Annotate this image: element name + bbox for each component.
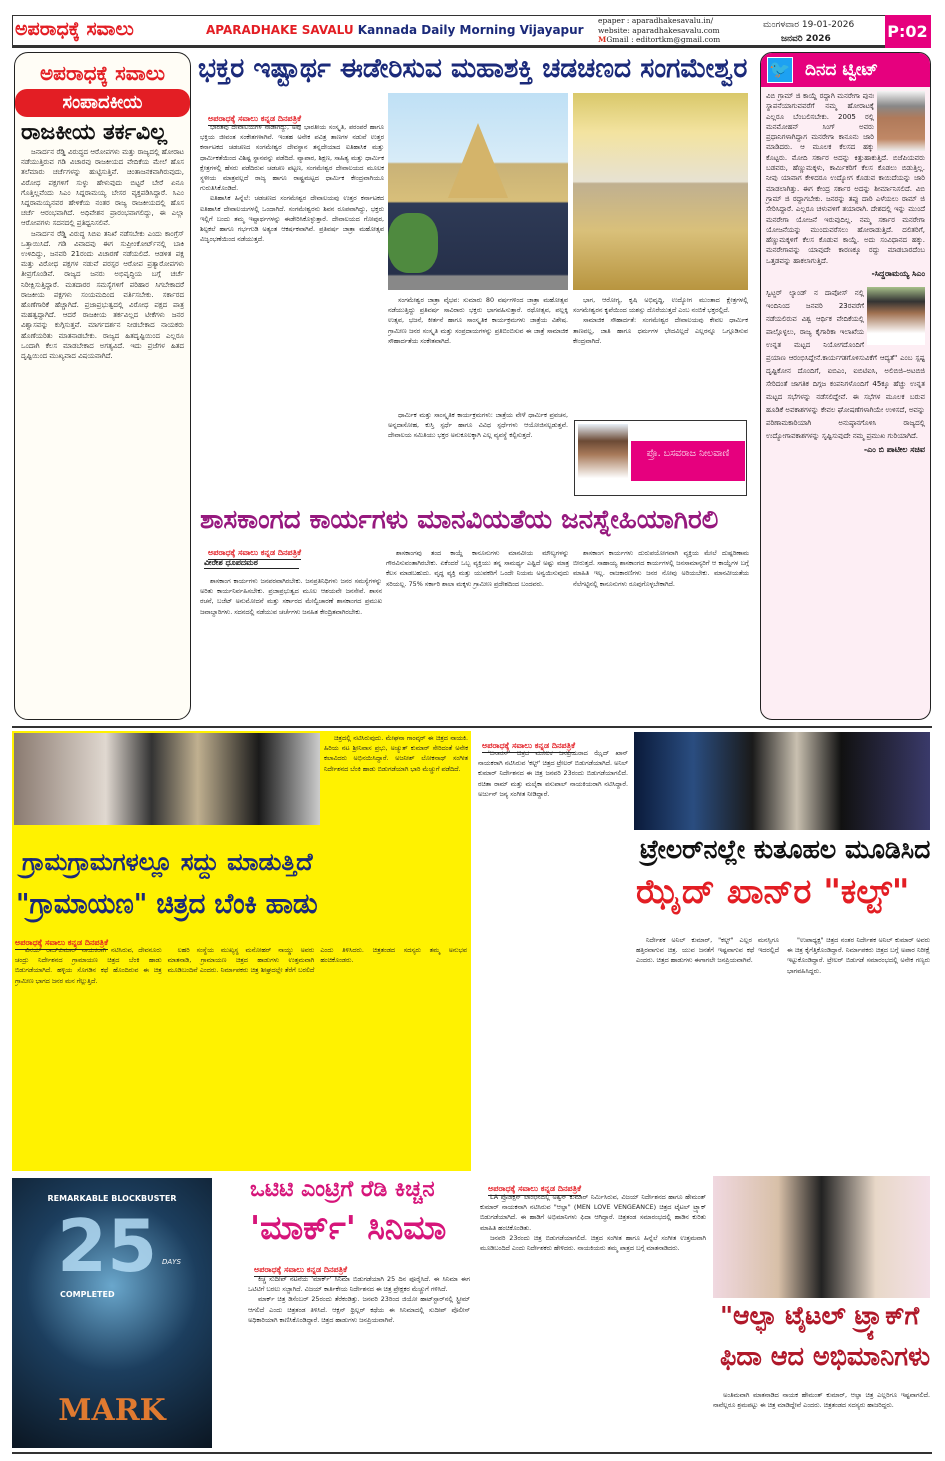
poster-number: 25 — [57, 1204, 158, 1288]
cult-byline: ಅಪರಾಧಕ್ಕೆ ಸವಾಲು ಕನ್ನಡ ದಿನಪತ್ರಿಕೆ — [482, 741, 575, 753]
lead-col-3 — [388, 410, 568, 497]
festival-photo — [573, 93, 748, 290]
mark-byline: ಅಪರಾಧಕ್ಕೆ ಸವಾಲು ಕನ್ನಡ ದಿನಪತ್ರಿಕೆ — [254, 1265, 347, 1277]
alpha-byline: ಅಪರಾಧಕ್ಕೆ ಸವಾಲು ಕನ್ನಡ ದಿನಪತ್ರಿಕೆ — [488, 1184, 581, 1196]
legislature-author: ವೀರೇಶ ಧೂಪದಮಠ — [204, 558, 299, 569]
lead-byline: ಅಪರಾಧಕ್ಕೆ ಸವಾಲು ಕನ್ನಡ ದಿನಪತ್ರಿಕೆ — [208, 114, 301, 126]
tweet-1 — [761, 87, 930, 283]
paragraph: ಲಹರಿ ಸಂಸ್ಥೆಯ ಮುಖ್ಯಸ್ಥ ಮನೋಹರ್ ನಾಯ್ಡು ಅವರು ಮಾತನಾಡಿ, ಗ್ರಾಮಾಯಣ ಚಿತ್ರದ ಹಾಡುಗಳು ಉತ್ತಮವಾಗಿ ಮೂಡಿಬಂದಿವೆ ಎಂದರು. ನಿರ್ಮಾಪಕರು ಚಿತ್ರ ಶೀಘ್ರದಲ್ಲೇ ತೆರೆಗೆ ಬರಲಿದೆ ಎಂದು ತಿಳಿಸಿದರು. ಚಿತ್ರತಂಡದ ಸದಸ್ಯರು ತಮ್ಮ ಅನುಭವ ಹಂಚಿಕೊಂಡರು. — [167, 946, 467, 975]
tweet-1-signature: -ಸಿದ್ದರಾಮಯ್ಯ ಸಿಎಂ — [871, 269, 925, 279]
tweet-2-text: ಸ್ವಿಟ್ಜರ್ ಲ್ಯಾಂಡ್ ನ ದಾವೋಸ್ ನಲ್ಲಿ ಇಂದಿನಿಂದ ಜನವರಿ 23ರವರೆಗೆ ನಡೆಯಲಿರುವ ವಿಶ್ವ ಆರ್ಥಿಕ ವೇದಿಕೆಯಲ್ಲಿ ಪಾಲ್ಗೊಳ್ಳಲು, ರಾಜ್ಯ ಕೈಗಾರಿಕಾ ಇಲಾಖೆಯ ಉನ್ನತ ಮಟ್ಟದ ನಿಯೋಗದೊಂದಿಗೆ ಪ್ರಯಾಣ ಆರಂಭಿಸಿದ್ದೇನೆ.ಕಾರ್ಯಗತಗೊಳಿಸುವಿಕೆಗೆ ಆದ್ಯತೆ" ಎಂಬ ಸ್ಪಷ್ಟ ದೃಷ್ಟಿಕೋನ ದೊಂದಿಗೆ, ಐಬಿಎಂ, ಐಬಿಟಿಐಸಿ, ಅಲಿಬಿಜಿ–ಅಟಬಿಜಿ ಸೇರಿದಂತೆ ಜಾಗತಿಕ ದಿಗ್ಗಜ ಕಂಪನಿಗಳೊಂದಿಗೆ 45ಕ್ಕೂ ಹೆಚ್ಚು ಉನ್ನತ ಮಟ್ಟದ ಸಭೆಗಳನ್ನು ನಡೆಸಲಿದ್ದೇವೆ. ಈ ಸಭೆಗಳ ಮೂಲಕ ಬರುವ ಹೂಡಿಕೆ ಅವಕಾಶಗಳನ್ನು ಕೇವಲ ಘೋಷಣೆಗಳಾಗಿಯೇ ಉಳಿಸದೆ, ಅವನ್ನು ಪರಿಣಾಮಕಾರಿಯಾಗಿ ಅನುಷ್ಠಾನಗೊಳಿಸಿ ರಾಜ್ಯದಲ್ಲಿ ಉದ್ಯೋಗಾವಕಾಶಗಳನ್ನು ಸೃಷ್ಟಿಸುವುದೇ ನಮ್ಮ ಪ್ರಮುಖ ಗುರಿಯಾಗಿದೆ. — [766, 289, 925, 441]
paragraph: ಜನಾರ್ದನ ರೆಡ್ಡಿ ವಿರುದ್ಧ ಸಿಬಿಐ ತನಿಖೆ ನಡೆಸಬೇಕು ಎಂದು ಕಾಂಗ್ರೆಸ್ ಒತ್ತಾಯಿಸಿದೆ. ಗಡಿ ವಿವಾದವು ಈಗ ಸುಪ್ರೀಂಕೋರ್ಟ್‌ನಲ್ಲಿ ಬಾಕಿ ಉಳಿದಿದ್ದು, ಜನವರಿ 21ರಂದು ವಿಚಾರಣೆ ನಡೆಯಲಿದೆ. ಆಡಳಿತ ಪಕ್ಷ ಮತ್ತು ವಿರೋಧ ಪಕ್ಷಗಳ ನಡುವೆ ಪರಸ್ಪರ ಆರೋಪ ಪ್ರತ್ಯಾರೋಪಗಳು ತೀವ್ರಗೊಂಡಿವೆ. ರಾಜ್ಯದ ಜನರು ಅಭಿವೃದ್ಧಿಯ ಬಗ್ಗೆ ಚರ್ಚೆ ನಿರೀಕ್ಷಿಸುತ್ತಿದ್ದಾರೆ. ಮತದಾರರ ಸಮಸ್ಯೆಗಳಿಗೆ ಪರಿಹಾರ ಸಿಗಬೇಕಾದರೆ ರಾಜಕೀಯ ಪಕ್ಷಗಳು ಸಂಯಮದಿಂದ ವರ್ತಿಸಬೇಕು. ಸರ್ಕಾರದ ಹೊಣೆಗಾರಿಕೆ ಹೆಚ್ಚಾಗಿದೆ. ಪ್ರಜಾಪ್ರಭುತ್ವದಲ್ಲಿ ವಿರೋಧ ಪಕ್ಷದ ಪಾತ್ರ ಮಹತ್ವದ್ದಾಗಿದೆ. ಆದರೆ ರಾಜಕೀಯ ತರ್ಕವಿಲ್ಲದ ಟೀಕೆಗಳು ಜನರ ವಿಶ್ವಾಸವನ್ನು ಕುಗ್ಗಿಸುತ್ತವೆ. ಮಾರ್ಗದರ್ಶನ ನೀಡಬೇಕಾದ ನಾಯಕರು ಹೊಣೆಯರಿತು ಮಾತನಾಡಬೇಕು. ರಾಜ್ಯದ ಹಿತದೃಷ್ಟಿಯಿಂದ ಎಲ್ಲರೂ ಒಂದಾಗಿ ಕೆಲಸ ಮಾಡಬೇಕಾದ ಅಗತ್ಯವಿದೆ. ಇದು ಪ್ರಜೆಗಳ ಹಿತದ ದೃಷ್ಟಿಯಿಂದ ಮುಖ್ಯವಾದ ವಿಷಯವಾಗಿದೆ. — [21, 229, 184, 361]
editorial-body — [15, 145, 190, 705]
gramayana-body — [15, 945, 467, 1167]
contact-block — [598, 16, 720, 45]
lead-headline: ಭಕ್ತರ ಇಷ್ಟಾರ್ಥ ಈಡೇರಿಸುವ ಮಹಾಶಕ್ತಿ ಚಡಚಣದ ಸಂಗಮೇಶ್ವರ — [198, 53, 748, 84]
mark-body — [248, 1274, 470, 1449]
paragraph: ಭಾರತವು ದೇವಾಲಯಗಳ ನಾಡಾಗಿದ್ದು, ಅವು ಭಾರತೀಯ ಸಂಸ್ಕೃತಿ, ಪರಂಪರೆ ಹಾಗೂ ಭಕ್ತಿಯ ಜೀವಂತ ಸಂಕೇತಗಳಾಗಿವೆ. ಇಂತಹ ಅನೇಕ ಪವಿತ್ರ ತಾಣಗಳ ನಡುವೆ ಉತ್ತರ ಕರ್ನಾಟಕದ ಚಡಚಣದ ಸಂಗಮೇಶ್ವರ ದೇವಸ್ಥಾನ ತನ್ನದೇಯಾದ ಐತಿಹಾಸಿಕ ಮತ್ತು ಧಾರ್ಮಿಕತೆಯಿಂದ ವಿಶಿಷ್ಟ ಸ್ಥಾನವನ್ನು ಪಡೆದಿದೆ. ವ್ಯಾಪಾರ, ಶಿಕ್ಷಣ, ಸಾಹಿತ್ಯ ಮತ್ತು ಧಾರ್ಮಿಕ ಕ್ಷೇತ್ರಗಳಲ್ಲಿ ಹೆಸರು ಪಡೆದಿರುವ ಚಡಚಣ ಪಟ್ಟಣ, ಸಂಗಮೇಶ್ವರ ದೇವಾಲಯದ ಮೂಲಕ ಸ್ಥಳೀಯ ಮಾತ್ರವಲ್ಲದೆ ರಾಜ್ಯ ಹಾಗೂ ರಾಷ್ಟ್ರಮಟ್ಟದ ಧಾರ್ಮಿಕ ಕೇಂದ್ರವಾಗಿಯೂ ಗುರುತಿಸಿಕೊಂಡಿದೆ. — [200, 123, 384, 193]
twitter-icon: 🐦 — [767, 57, 793, 83]
mark-headline-2: 'ಮಾರ್ಕ್' ಸಿನಿಮಾ — [250, 1208, 447, 1247]
paragraph: ನಿರ್ದೇಶಕ ಅನಿಲ್ ಕುಮಾರ್, "ಕಲ್ಟ್" ಎಲ್ಲರ ಮನಸ್ಸಿಗೂ ಹತ್ತಿರವಾಗುವ ಚಿತ್ರ. ಯುವ ಜನತೆಗೆ ಇಷ್ಟವಾಗುವ ಕಥೆ ಇದರಲ್ಲಿದೆ ಎಂದರು. ಚಿತ್ರದ ಹಾಡುಗಳು ಈಗಾಗಲೇ ಜನಪ್ರಿಯವಾಗಿವೆ. — [636, 936, 779, 965]
paragraph: ಶಾಸಕಾಂಗ ಕಾರ್ಯಗಳು ಜನಪರವಾಗಿರಬೇಕು. ಜನಪ್ರತಿನಿಧಿಗಳು ಜನರ ಸಮಸ್ಯೆಗಳನ್ನು ಅರಿತು ಕಾರ್ಯನಿರ್ವಹಿಸಬೇಕು. ಪ್ರಜಾಪ್ರಭುತ್ವದ ಮೂಲ ಆಶಯವೇ ಜನಸೇವೆ. ಶಾಸನ ರಚನೆ, ಬಜೆಟ್ ಅನುಮೋದನೆ ಮತ್ತು ಸರ್ಕಾರದ ಮೇಲ್ವಿಚಾರಣೆ ಶಾಸಕಾಂಗದ ಪ್ರಮುಖ ಜವಾಬ್ದಾರಿಗಳು. ಸದನದಲ್ಲಿ ನಡೆಯುವ ಚರ್ಚೆಗಳು ಜನಹಿತ ಕೇಂದ್ರಿತವಾಗಿರಬೇಕು. — [200, 577, 382, 616]
editorial-headline: ರಾಜಕೀಯ ತರ್ಕವಿಲ್ಲ — [21, 120, 168, 145]
temple-photo — [388, 93, 568, 290]
author-photo — [578, 424, 628, 492]
paragraph: 'ಬನಾರಸ್' ಚಿತ್ರದ ಮೂಲಕ ಜನಪ್ರಿಯರಾದ ಝೈದ್ ಖಾನ್ ನಾಯಕರಾಗಿ ನಟಿಸಿರುವ 'ಕಲ್ಟ್' ಚಿತ್ರದ ಟ್ರೇಲರ್ ಬಿಡುಗಡೆಯಾಗಿದೆ. ಅನಿಲ್ ಕುಮಾರ್ ನಿರ್ದೇಶನದ ಈ ಚಿತ್ರ ಜನವರಿ 23ರಂದು ಬಿಡುಗಡೆಯಾಗಲಿದೆ. ರಚಿತಾ ರಾಮ್ ಮತ್ತು ಮಲೈಕಾ ವಸುಪಾಲ್ ನಾಯಕಿಯರಾಗಿ ನಟಿಸಿದ್ದಾರೆ. ಅರ್ಜುನ್ ಜನ್ಯ ಸಂಗೀತ ನೀಡಿದ್ದಾರೆ. — [478, 749, 628, 798]
gramayana-article — [12, 731, 471, 1171]
lead-col-2 — [388, 295, 568, 405]
legislature-byline-wrap — [208, 540, 301, 560]
mark-poster — [12, 1178, 212, 1448]
paragraph: ಜನವರಿ 23ರಂದು ಚಿತ್ರ ಬಿಡುಗಡೆಯಾಗಲಿದೆ. ಚಿತ್ರದ ಸಂಗೀತ ಹಾಗೂ ಹಿನ್ನೆಲೆ ಸಂಗೀತ ಉತ್ತಮವಾಗಿ ಮೂಡಿಬಂದಿದೆ ಎಂದು ನಿರ್ದೇಶಕರು ಹೇಳಿದರು. ನಾಯಕಿಯರು ತಮ್ಮ ಪಾತ್ರದ ಬಗ್ಗೆ ಮಾತನಾಡಿದರು. — [480, 1233, 706, 1253]
epaper-link[interactable]: epaper : aparadhakesavalu.in/ — [598, 16, 714, 25]
poster-days: DAYS — [162, 1258, 181, 1266]
bottom-rule — [12, 1452, 932, 1454]
cult-headline-1: ಟ್ರೇಲರ್‌ನಲ್ಲೇ ಕುತೂಹಲ ಮೂಡಿಸಿದ — [640, 835, 931, 865]
mark-headline-1: ಒಟಿಟಿ ಎಂಟ್ರಿಗೆ ರೆಡಿ ಕಿಚ್ಚನ — [250, 1177, 435, 1202]
paragraph: ಭಾಗ, ಆರೋಗ್ಯ, ಕೃಷಿ ಅಭಿವೃದ್ಧಿ, ಉದ್ಯೋಗ ಮುಂತಾದ ಕ್ಷೇತ್ರಗಳಲ್ಲಿ ಸಂಗಮೇಶ್ವರನ ಕೃಪೆಯಿಂದ ಯಶಸ್ಸು ದೊರೆಯುತ್ತದೆ ಎಂಬ ನಂಬಿಕೆ ಭಕ್ತರಲ್ಲಿದೆ. — [573, 296, 748, 315]
date-block — [763, 18, 854, 46]
alpha-headline-2: ಫಿದಾ ಆದ ಅಭಿಮಾನಿಗಳು — [720, 1342, 931, 1372]
paragraph: ಶಾಸಕಾಂಗ ಕಾರ್ಯಗಳು ದುರುಪಯೋಗವಾಗಿ ವ್ಯಕ್ತಿಯ ಮೇಲೆ ದುಷ್ಪರಿಣಾಮ ಬೀರುತ್ತದೆ. ಸಾಹಾಯ್ಯ ಶಾಸಕಾಂಗದ ಕಾರ್ಯಗಳಲ್ಲಿ ಜನಸಾಮಾನ್ಯರಿಗೆ ಆ ಕಾಯ್ದೆಗಳ ಬಗ್ಗೆ ಮಾಹಿತಿ ಇಲ್ಲ. ರಾಜಕಾರಣಿಗಳು ಜನರ ನೋವು ಅರಿಯಬೇಕು. ಮಾನವೀಯತೆಯ ನೆಲೆಗಟ್ಟಿನಲ್ಲಿ ಕಾನೂನುಗಳು ರೂಪುಗೊಳ್ಳಬೇಕಾಗಿದೆ. — [573, 549, 749, 588]
editorial-column — [14, 52, 191, 720]
poster-tagline: REMARKABLE BLOCKBUSTER — [47, 1194, 177, 1203]
tweet-2 — [761, 283, 930, 460]
alpha-photo — [713, 1176, 930, 1298]
legislature-headline: ಶಾಸಕಾಂಗದ ಕಾರ್ಯಗಳು ಮಾನವಿಯತೆಯ ಜನಸ್ನೇಹಿಯಾಗಿರಲಿ — [200, 505, 719, 535]
cult-photo — [634, 732, 930, 830]
tweet-1-text: ವಿಬಿ ಗ್ರಾಮ್ ಜಿ ಕಾಯ್ದೆ ರದ್ದಾಗಿ ಮನರೇಗಾ ಪುನಃ ಸ್ಥಾಪನೆಯಾಗುವವರೆಗೆ ನಮ್ಮ ಹೋರಾಟಕ್ಕೆ ಎಲ್ಲರೂ ಬೆಂಬಲಿಸಬೇಕು. 2005 ರಲ್ಲಿ ಮನಮೋಹನ್ ಸಿಂಗ್ ಅವರು ಪ್ರಧಾನಿಗಳಾಗಿದ್ದಾಗ ಮನರೇಗಾ ಕಾನೂನು ಜಾರಿ ಮಾಡಿದರು. ಆ ಮೂಲಕ ಕೆಲಸದ ಹಕ್ಕು ಕೊಟ್ಟರು. ಮೋದಿ ಸರ್ಕಾರ ಅದನ್ನು ಕಿತ್ತುಹಾಕುತ್ತಿದೆ. ಬಿಜೆಪಿಯವರು ಬಡವರು, ಹೆಣ್ಣುಮಕ್ಕಳು, ಕಾರ್ಮಿಕರಿಗೆ ಕೆಲಸ ಕೊಡಲು ಬಿಡುತ್ತಿಲ್ಲ. ನೀವು ಯಾವಾಗ ಕೇಳಿದರೂ ಉದ್ಯೋಗ ಕೊಡುವ ಕಾಯಿದೆಯನ್ನು ಜಾರಿ ಮಾಡಲಾಗಿತ್ತು. ಈಗ ಕೇಂದ್ರ ಸರ್ಕಾರ ಅದನ್ನು ಶೀರ್ಮಾನಿಸಲಿದೆ. ವಿಬಿ ಗ್ರಾಮ್ ಜಿ ರದ್ದಾಗಬೇಕು. ಜನರನ್ನು ತಪ್ಪು ದಾರಿ ಎಳೆಯಲು ರಾಮ್ ಜಿ ಸೇರಿಸಿದ್ದಾರೆ. ಎಲ್ಲರೂ ಚಳುವಳಿಗೆ ತಯಾರಾಗಿ. ದೇಶದಲ್ಲಿ ಇನ್ನು ಮುಂದೆ ಮನರೇಗಾ ಯೋಜನೆ ಇರುವುದಿಲ್ಲ. ನಮ್ಮ ಸರ್ಕಾರ ಮನರೇಗಾ ಯೋಜನೆಯನ್ನು ಮುಂದುವರೆಸಲು ಹೋರಾಡುತ್ತಿದೆ. ದಲಿತರಿಗೆ, ಹೆಣ್ಣುಮಕ್ಕಳಿಗೆ ಕೆಲಸ ಕೊಡುವ ಕಾಯ್ದೆ. ಅದು ಸಂವಿಧಾನದ ಹಕ್ಕು. ಮನರೇಗಾವನ್ನು ಯಾವುದೇ ಕಾರಣಕ್ಕೂ ರದ್ದು ಮಾಡಬಾರದೆಂಬ ಒತ್ತಡವನ್ನು ಹಾಕಲಾಗುತ್ತಿದೆ. — [766, 92, 925, 265]
gramayana-byline: ಅಪರಾಧಕ್ಕೆ ಸವಾಲು ಕನ್ನಡ ದಿನಪತ್ರಿಕೆ — [15, 938, 108, 950]
website-link[interactable]: website: aparadhakesavalu.com — [598, 25, 720, 35]
minister-photo — [867, 287, 925, 345]
paragraph: "ಉಪಾಧ್ಯಕ್ಷ" ಚಿತ್ರದ ನಂತರ ನಿರ್ದೇಶಕ ಅನಿಲ್ ಕುಮಾರ್ ಅವರು ಈ ಚಿತ್ರ ಕೈಗೆತ್ತಿಕೊಂಡಿದ್ದಾರೆ. ನಿರ್ಮಾಪಕರು ಚಿತ್ರದ ಬಗ್ಗೆ ಅಪಾರ ನಿರೀಕ್ಷೆ ಇಟ್ಟುಕೊಂಡಿದ್ದಾರೆ. ಟ್ರೇಲರ್ ಬಿಡುಗಡೆ ಸಮಾರಂಭದಲ್ಲಿ ಅನೇಕ ಗಣ್ಯರು ಭಾಗವಹಿಸಿದ್ದರು. — [787, 936, 930, 975]
gramayana-side — [324, 733, 468, 883]
paragraph: ಸಂಗಮೇಶ್ವರ ಜಾತ್ರಾ ವೈಭವ: ಸುಮಾರು 80 ವರ್ಷಗಳಿಂದ ಜಾತ್ರಾ ಮಹೋತ್ಸವ ನಡೆಯುತ್ತಿದ್ದು ಪ್ರತಿವರ್ಷ ಸಾವಿರಾರು ಭಕ್ತರು ಭಾಗವಹಿಸುತ್ತಾರೆ. ರಥೋತ್ಸವ, ಪಲ್ಲಕ್ಕಿ ಉತ್ಸವ, ಭಜನೆ, ಕೀರ್ತನೆ ಹಾಗೂ ಸಾಂಸ್ಕೃತಿಕ ಕಾರ್ಯಕ್ರಮಗಳು ಜಾತ್ರೆಯ ವಿಶೇಷ. ಗ್ರಾಮೀಣ ಜನರ ಸಂಸ್ಕೃತಿ ಮತ್ತು ಸಂಪ್ರದಾಯಗಳನ್ನು ಪ್ರತಿಬಿಂಬಿಸುವ ಈ ಜಾತ್ರೆ ಸಾಮಾಜಿಕ ಸೌಹಾರ್ದತೆಯ ಸಂಕೇತವಾಗಿದೆ. — [388, 296, 568, 345]
alpha-bottom — [713, 1390, 930, 1448]
tweet-2-signature: -ಎಂ ಬಿ ಪಾಟೀಲ ಸಚಿವ — [863, 445, 925, 455]
paragraph: ಜನಾರ್ದನ ರೆಡ್ಡಿ ವಿರುದ್ಧದ ಆರೋಪಗಳು ಮತ್ತು ರಾಜ್ಯದಲ್ಲಿ ಹೋರಾಟ ನಡೆಯುತ್ತಿರುವ ಗಡಿ ವಿಚಾರವು ರಾಜಕೀಯದ ವೇದಿಕೆಯ ಮೇಲೆ ಹೊಸ ತಲೆಮಾರು ಚರ್ಚೆಗಳನ್ನು ಹುಟ್ಟಿಸುತ್ತಿವೆ. ಚಿಂತಾಜನಕವಾಗಿರುವುದು, ವಿರೋಧ ಪಕ್ಷಗಳಿಗೆ ಸುಳ್ಳು ಹೇಳುವುದು ಬಿಟ್ಟರೆ ಬೇರೆ ಏನೂ ಗೊತ್ತಿಲ್ಲವೆಂದು ಸಿಎಂ ಸಿದ್ದರಾಮಯ್ಯ ಬೇಸರ ವ್ಯಕ್ತಪಡಿಸಿದ್ದಾರೆ. ಸಿಎಂ ಸಿದ್ದರಾಮಯ್ಯನವರ ಹೇಳಿಕೆಯ ನಂತರ ರಾಜ್ಯ ರಾಜಕೀಯದಲ್ಲಿ ಹೊಸ ಚರ್ಚೆ ಆರಂಭವಾಗಿದೆ. ಅಧಿವೇಶನ ಪ್ರಾರಂಭವಾಗಲಿದ್ದು, ಈ ಎಲ್ಲಾ ಆರೋಪಗಳು ಸದನದಲ್ಲಿ ಪ್ರತಿಧ್ವನಿಸಲಿವೆ. — [21, 148, 184, 228]
alpha-col — [480, 1192, 706, 1449]
cm-photo — [877, 91, 925, 151]
masthead-title — [206, 23, 584, 37]
paragraph: ಐತಿಹಾಸಿಕ ಹಿನ್ನೆಲೆ: ಚಡಚಣದ ಸಂಗಮೇಶ್ವರ ದೇವಾಲಯವು ಉತ್ತರ ಕರ್ನಾಟಕದ ಐತಿಹಾಸಿಕ ದೇವಾಲಯಗಳಲ್ಲಿ ಒಂದಾಗಿದೆ. ಸಂಗಮೇಶ್ವರನು ಶಿವನ ರೂಪವಾಗಿದ್ದು, ಭಕ್ತರು ಇಲ್ಲಿಗೆ ಬಂದು ತಮ್ಮ ಇಷ್ಟಾರ್ಥಗಳನ್ನು ಈಡೇರಿಸಿಕೊಳ್ಳುತ್ತಾರೆ. ದೇವಾಲಯದ ಗೋಪುರ, ಶಿಲ್ಪಕಲೆ ಹಾಗೂ ಗರ್ಭಗುಡಿ ಅತ್ಯಂತ ಆಕರ್ಷಕವಾಗಿವೆ. ಪ್ರತಿವರ್ಷ ಜಾತ್ರಾ ಮಹೋತ್ಸವ ವಿಜೃಂಭಣೆಯಿಂದ ನಡೆಯುತ್ತದೆ. — [200, 194, 384, 244]
paper-subtitle: Kannada Daily Morning Vijayapur — [357, 23, 584, 37]
paragraph: ವಿನಯ್ ರಾಜ್‌ಕುಮಾರ್ ನಾಯಕರಾಗಿ ನಟಿಸಿರುವ, ದೇವನೂರು ಚಂದ್ರು ನಿರ್ದೇಶನದ ಗ್ರಾಮಾಯಣ ಚಿತ್ರದ ಬೆಂಕಿ ಹಾಡು ಬಿಡುಗಡೆಯಾಗಿದೆ. ಹಳ್ಳಿಯ ಸೊಗಡಿನ ಕಥೆ ಹೊಂದಿರುವ ಈ ಚಿತ್ರ ಗ್ರಾಮೀಣ ಭಾಗದ ಜನರ ಮನ ಗೆಲ್ಲುತ್ತಿದೆ. — [15, 946, 162, 985]
tweet-title: ದಿನದ ಟ್ವೀಟ್ — [805, 60, 879, 80]
page-number: P:02 — [885, 15, 931, 48]
gramayana-headline-1: ಗ್ರಾಮಗ್ರಾಮಗಳಲ್ಲೂ ಸದ್ದು ಮಾಡುತ್ತಿದೆ — [22, 848, 313, 876]
divider — [12, 726, 932, 728]
poster-completed: COMPLETED — [60, 1290, 115, 1299]
poster-title: MARK — [58, 1393, 166, 1428]
legislature-col-2 — [386, 548, 569, 721]
gmail-link[interactable]: Gmail : editortkm@gmail.com — [606, 35, 721, 44]
paper-name: APARADHAKE SAVALU — [206, 23, 354, 37]
paragraph: ಮಾರ್ಕ್ ಚಿತ್ರ ಡಿಸೆಂಬರ್ 25ರಂದು ತೆರೆಕಂಡಿತ್ತು. ಜನವರಿ 23ರಿಂದ ಜಿಯೋ ಹಾಟ್‌ಸ್ಟಾರ್‌ನಲ್ಲಿ ಸ್ಟ್ರೀಮ್ ಆಗಲಿದೆ ಎಂದು ಚಿತ್ರತಂಡ ತಿಳಿಸಿದೆ. ಆಕ್ಷನ್ ಥ್ರಿಲ್ಲರ್ ಕಥೆಯ ಈ ಸಿನಿಮಾದಲ್ಲಿ ಸುದೀಪ್ ಪೊಲೀಸ್ ಅಧಿಕಾರಿಯಾಗಿ ಕಾಣಿಸಿಕೊಂಡಿದ್ದಾರೆ. ಚಿತ್ರದ ಹಾಡುಗಳು ಜನಪ್ರಿಯವಾಗಿವೆ. — [248, 1295, 470, 1324]
cult-side — [478, 748, 628, 1170]
cult-body — [636, 935, 930, 1170]
tweet-header — [761, 53, 930, 87]
lead-col-4 — [573, 295, 748, 417]
day-date: ಮಂಗಳವಾರ 19-01-2026 — [763, 20, 855, 30]
cult-headline-2: ಝೈದ್ ಖಾನ್‌ರ "ಕಲ್ಟ್" — [636, 872, 910, 912]
paragraph: ಶಾಸಕಾಂಗವು ತಂದ ಕಾಯ್ದೆ ಕಾನೂನುಗಳು ಮಾನವೀಯ ಮೌಲ್ಯಗಳನ್ನು ಗೌರವಿಸುವಂತಾಗಿರಬೇಕು. ಏಕೆಂದರೆ ಒಬ್ಬ ವ್ಯಕ್ತಿಯು ತನ್ನ ಸಾಮರ್ಥ್ಯ ಎಷ್ಟಿದೆ ಅಷ್ಟು ಮಾತ್ರ ಕೆಲಸ ಮಾಡಬಹುದು. ವೃದ್ಧ ವ್ಯಕ್ತಿ ಮತ್ತು ಯುವಕರಿಗೆ ಒಂದೇ ನಿಯಮ ಅನ್ವಯಿಸುವುದು ಸರಿಯಲ್ಲ. 75% ಸರ್ಕಾರಿ ಶಾಲಾ ಮಕ್ಕಳು ಗ್ರಾಮೀಣ ಪ್ರದೇಶದಿಂದ ಬಂದವರು. — [386, 549, 569, 588]
paragraph: ಕಿಚ್ಚ ಸುದೀಪ್ ನಟನೆಯ 'ಮಾರ್ಕ್' ಸಿನಿಮಾ ಬಿಡುಗಡೆಯಾಗಿ 25 ದಿನ ಪೂರೈಸಿದೆ. ಈ ಸಿನಿಮಾ ಈಗ ಒಟಿಟಿಗೆ ಬರಲು ಸಜ್ಜಾಗಿದೆ. ವಿಜಯ್ ಕಾರ್ತಿಕೇಯ ನಿರ್ದೇಶನದ ಈ ಚಿತ್ರ ಪ್ರೇಕ್ಷಕರ ಮೆಚ್ಚುಗೆ ಗಳಿಸಿದೆ. — [248, 1275, 470, 1294]
paragraph: ಸಾಮಾಜಿಕ ಸೌಹಾರ್ದತೆ: ಸಂಗಮೇಶ್ವರ ದೇವಾಲಯವು ಕೇವಲ ಧಾರ್ಮಿಕ ತಾಣವಲ್ಲ, ಜಾತಿ ಹಾಗೂ ಧರ್ಮಗಳ ಭೇದವಿಲ್ಲದೆ ಎಲ್ಲರನ್ನೂ ಒಗ್ಗೂಡಿಸುವ ಕೇಂದ್ರವಾಗಿದೆ. — [573, 316, 748, 345]
masthead-logo: ಅಪರಾಧಕ್ಕೆ ಸವಾಲು — [15, 18, 134, 40]
month-year: ಜನವರಿ 2026 — [781, 34, 831, 44]
editorial-logo: ಅಪರಾಧಕ್ಕೆ ಸವಾಲು — [39, 61, 166, 85]
paragraph: ಚಿತ್ರದಲ್ಲಿ ನಟಿಸಿರುವುದು. ಮೇಘನಾ ಗಾಂವ್ಕರ್ ಈ ಚಿತ್ರದ ನಾಯಕಿ. ಹಿರಿಯ ನಟ ಶ್ರೀನಿವಾಸ ಪ್ರಭು, ಅಚ್ಯುತ್ ಕುಮಾರ್ ಸೇರಿದಂತೆ ಅನೇಕ ಕಲಾವಿದರು ಅಭಿನಯಿಸಿದ್ದಾರೆ. ಅಜನೀಶ್ ಲೋಕನಾಥ್ ಸಂಗೀತ ನಿರ್ದೇಶನದ ಬೆಂಕಿ ಹಾಡು ಬಿಡುಗಡೆಯಾಗಿ ಭಾರಿ ಮೆಚ್ಚುಗೆ ಪಡೆದಿದೆ. — [324, 734, 468, 773]
legislature-col-3 — [573, 548, 749, 721]
paragraph: ಅಂತಿಮವಾಗಿ ಮಾತನಾಡಿದ ನಾಯಕ ಹೇಮಂತ್ ಕುಮಾರ್, ಆಲ್ಫಾ ಚಿತ್ರ ಎಲ್ಲರಿಗೂ ಇಷ್ಟವಾಗಲಿದೆ. ನಾವೆಲ್ಲರೂ ಶ್ರಮಪಟ್ಟು ಈ ಚಿತ್ರ ಮಾಡಿದ್ದೇವೆ ಎಂದರು. ಚಿತ್ರತಂಡದ ಸದಸ್ಯರು ಹಾಜರಿದ್ದರು. — [713, 1391, 930, 1410]
masthead — [12, 15, 930, 48]
tweet-box — [760, 52, 931, 720]
editorial-label: ಸಂಪಾದಕೀಯ — [15, 89, 190, 117]
lead-col-1 — [200, 122, 384, 495]
legislature-byline: ಅಪರಾಧಕ್ಕೆ ಸವಾಲು ಕನ್ನಡ ದಿನಪತ್ರಿಕೆ — [208, 548, 301, 560]
paragraph: ಧಾರ್ಮಿಕ ಮತ್ತು ಸಾಂಸ್ಕೃತಿಕ ಕಾರ್ಯಕ್ರಮಗಳು: ಜಾತ್ರೆಯ ವೇಳೆ ಧಾರ್ಮಿಕ ಪ್ರವಚನ, ಅನ್ನದಾಸೋಹ, ಕುಸ್ತಿ ಸ್ಪರ್ಧೆ ಹಾಗೂ ವಿವಿಧ ಸ್ಪರ್ಧೆಗಳು ಆಯೋಜಿಸಲ್ಪಡುತ್ತವೆ. ದೇವಾಲಯ ಸಮಿತಿಯು ಭಕ್ತರ ಅನುಕೂಲಕ್ಕಾಗಿ ಎಲ್ಲ ವ್ಯವಸ್ಥೆ ಕಲ್ಪಿಸುತ್ತದೆ. — [388, 411, 568, 440]
author-name: ಪ್ರೊ. ಬಸವರಾಜ ನೀಲವಾಣಿ — [631, 441, 745, 481]
legislature-col-1 — [200, 576, 382, 721]
gmail-icon: M — [598, 35, 607, 44]
gramayana-photo — [14, 733, 320, 825]
paragraph: LA ಪ್ರೊಡಕ್ಷನ್ ಲಾಂಛನದಲ್ಲಿ ಅಶ್ವಿನ್ ಕುಮಾರ್ ನಿರ್ಮಿಸಿರುವ, ವಿಜಯ್ ನಿರ್ದೇಶನದ ಹಾಗೂ ಹೇಮಂತ್ ಕುಮಾರ್ ನಾಯಕನಾಗಿ ನಟಿಸಿರುವ "ಆಲ್ಫಾ" (MEN LOVE VENGEANCE) ಚಿತ್ರದ ಟೈಟಲ್ ಟ್ರ್ಯಾಕ್ ಬಿಡುಗಡೆಯಾಗಿದೆ. ಈ ಹಾಡಿಗೆ ಅಭಿಮಾನಿಗಳು ಫಿದಾ ಆಗಿದ್ದಾರೆ. ಚಿತ್ರತಂಡ ಸಮಾರಂಭದಲ್ಲಿ ಹಾಡಿನ ಕುರಿತು ಮಾಹಿತಿ ಹಂಚಿಕೊಂಡಿತು. — [480, 1193, 706, 1232]
alpha-headline-1: "ಆಲ್ಫಾ ಟೈಟಲ್ ಟ್ರ್ಯಾಕ್‌ಗೆ — [720, 1301, 920, 1330]
gramayana-headline-2: "ಗ್ರಾಮಾಯಣ" ಚಿತ್ರದ ಬೆಂಕಿ ಹಾಡು — [16, 887, 318, 920]
author-box — [574, 420, 747, 496]
